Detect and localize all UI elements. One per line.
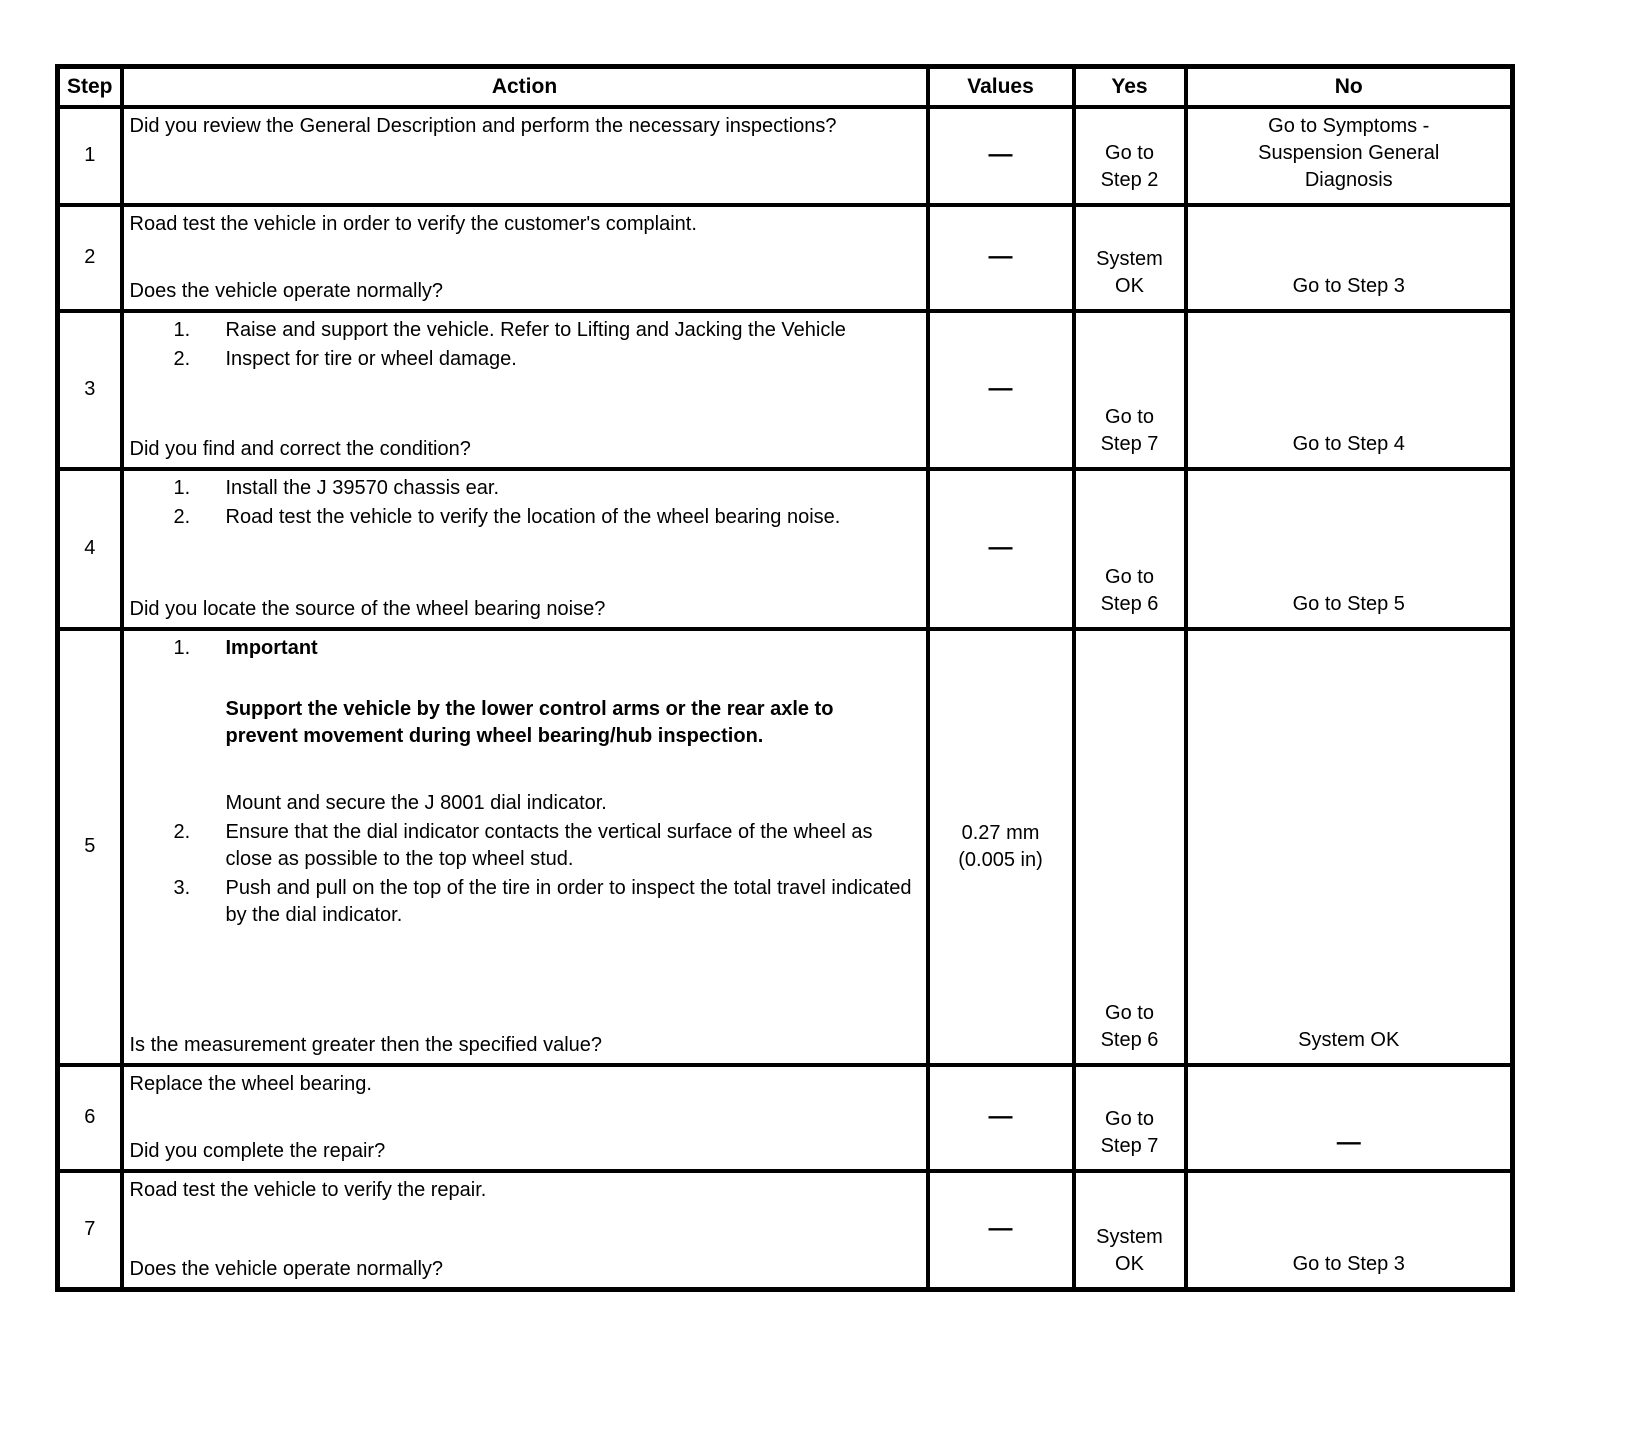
step-number: 2 [58, 205, 122, 311]
values-cell [928, 629, 1074, 1065]
action-question: Did you locate the source of the wheel bearing noise? [129, 597, 606, 620]
action-question: Is the measurement greater then the specified value? [129, 1033, 602, 1056]
yes-cell [1074, 107, 1186, 205]
action-text: Road test the vehicle to verify the repair. [129, 1178, 487, 1201]
list-item-number: 2. [173, 820, 191, 843]
values-cell [928, 469, 1074, 629]
action-list [130, 635, 920, 929]
step-number: 5 [58, 629, 122, 1065]
yes-text: Go to Step 6 [1100, 565, 1159, 615]
list-item-text: Raise and support the vehicle. Refer to Lifting and Jacking the Vehicle [225, 318, 846, 341]
action-list [130, 475, 920, 531]
column-header-no: No [1186, 67, 1513, 107]
important-label: Important [225, 636, 318, 659]
header-row [58, 67, 1513, 107]
list-item-number: 3. [173, 876, 191, 899]
values-dash: — [988, 375, 1013, 403]
list-item-number: 2. [173, 347, 191, 370]
values-cell [928, 311, 1074, 469]
list-item-number: 1. [173, 476, 191, 499]
table-row [58, 311, 1513, 469]
action-cell [122, 1171, 928, 1290]
action-list [130, 317, 920, 373]
list-item-text: Ensure that the dial indicator contacts the vertical surface of the wheel as close as possible to the top wheel stud. [225, 820, 873, 870]
list-item [174, 346, 920, 373]
yes-text: Go to Step 2 [1100, 141, 1159, 191]
no-text: Go to Step 3 [1292, 1252, 1405, 1275]
action-cell [122, 205, 928, 311]
action-question: Did you find and correct the condition? [129, 437, 471, 460]
no-cell [1186, 107, 1513, 205]
list-item [174, 475, 920, 502]
yes-cell [1074, 311, 1186, 469]
values-dash: — [988, 1215, 1013, 1243]
list-item [174, 635, 920, 817]
list-item-text: Install the J 39570 chassis ear. [225, 476, 499, 499]
yes-cell [1074, 1171, 1186, 1290]
table-row [58, 629, 1513, 1065]
no-cell [1186, 205, 1513, 311]
column-header-values: Values [928, 67, 1074, 107]
column-header-step: Step [58, 67, 122, 107]
diagnostic-table [55, 64, 1515, 1292]
list-item-number: 1. [173, 636, 191, 659]
action-text: Did you review the General Description and perform the necessary inspections? [129, 114, 837, 137]
action-text: Replace the wheel bearing. [129, 1072, 372, 1095]
list-item [174, 875, 920, 929]
action-question: Does the vehicle operate normally? [129, 1257, 444, 1280]
list-item-number: 2. [173, 505, 191, 528]
list-item [174, 317, 920, 344]
values-cell [928, 1171, 1074, 1290]
table-row [58, 1065, 1513, 1171]
no-text: Go to Symptoms - Suspension General Diagnosis [1258, 114, 1440, 191]
yes-text: System OK [1096, 247, 1163, 297]
column-header-yes: Yes [1074, 67, 1186, 107]
list-item-number: 1. [173, 318, 191, 341]
no-text: Go to Step 4 [1292, 432, 1405, 455]
list-item [174, 504, 920, 531]
no-cell [1186, 1171, 1513, 1290]
action-cell [122, 1065, 928, 1171]
yes-cell [1074, 469, 1186, 629]
action-cell [122, 469, 928, 629]
instruction-text: Mount and secure the J 8001 dial indicator. [225, 791, 607, 814]
yes-text: Go to Step 6 [1100, 1001, 1159, 1051]
warning-text: Support the vehicle by the lower control arms or the rear axle to prevent movement during wheel bearing/hub inspection. [225, 697, 834, 747]
step-number: 3 [58, 311, 122, 469]
no-cell [1186, 1065, 1513, 1171]
list-item [174, 819, 920, 873]
no-text: Go to Step 3 [1292, 274, 1405, 297]
table-row [58, 107, 1513, 205]
values-dash: — [988, 243, 1013, 271]
yes-cell [1074, 629, 1186, 1065]
yes-text: Go to Step 7 [1100, 405, 1159, 455]
no-cell [1186, 629, 1513, 1065]
yes-text: Go to Step 7 [1100, 1107, 1159, 1157]
no-cell [1186, 469, 1513, 629]
values-dash: — [988, 1103, 1013, 1131]
action-text: Road test the vehicle in order to verify the customer's complaint. [129, 212, 697, 235]
list-item-text: Road test the vehicle to verify the location of the wheel bearing noise. [225, 505, 841, 528]
list-item-text [226, 635, 920, 817]
step-number: 6 [58, 1065, 122, 1171]
action-cell [122, 107, 928, 205]
yes-cell [1074, 205, 1186, 311]
values-cell [928, 205, 1074, 311]
values-dash: — [988, 141, 1013, 169]
list-item-text: Push and pull on the top of the tire in order to inspect the total travel indicated by the dial indicator. [225, 876, 912, 926]
yes-cell [1074, 1065, 1186, 1171]
no-cell [1186, 311, 1513, 469]
column-header-action: Action [122, 67, 928, 107]
action-cell [122, 629, 928, 1065]
step-number: 1 [58, 107, 122, 205]
list-item-text: Inspect for tire or wheel damage. [225, 347, 517, 370]
table-row [58, 1171, 1513, 1290]
action-cell [122, 311, 928, 469]
table-row [58, 469, 1513, 629]
yes-text: System OK [1096, 1225, 1163, 1275]
values-cell [928, 1065, 1074, 1171]
table-row [58, 205, 1513, 311]
action-question: Does the vehicle operate normally? [129, 279, 444, 302]
values-text: 0.27 mm (0.005 in) [958, 821, 1043, 871]
step-number: 4 [58, 469, 122, 629]
action-question: Did you complete the repair? [129, 1139, 386, 1162]
values-cell [928, 107, 1074, 205]
no-text: System OK [1298, 1028, 1400, 1051]
values-dash: — [988, 534, 1013, 562]
no-text: Go to Step 5 [1292, 592, 1405, 615]
no-dash: — [1336, 1129, 1361, 1157]
step-number: 7 [58, 1171, 122, 1290]
